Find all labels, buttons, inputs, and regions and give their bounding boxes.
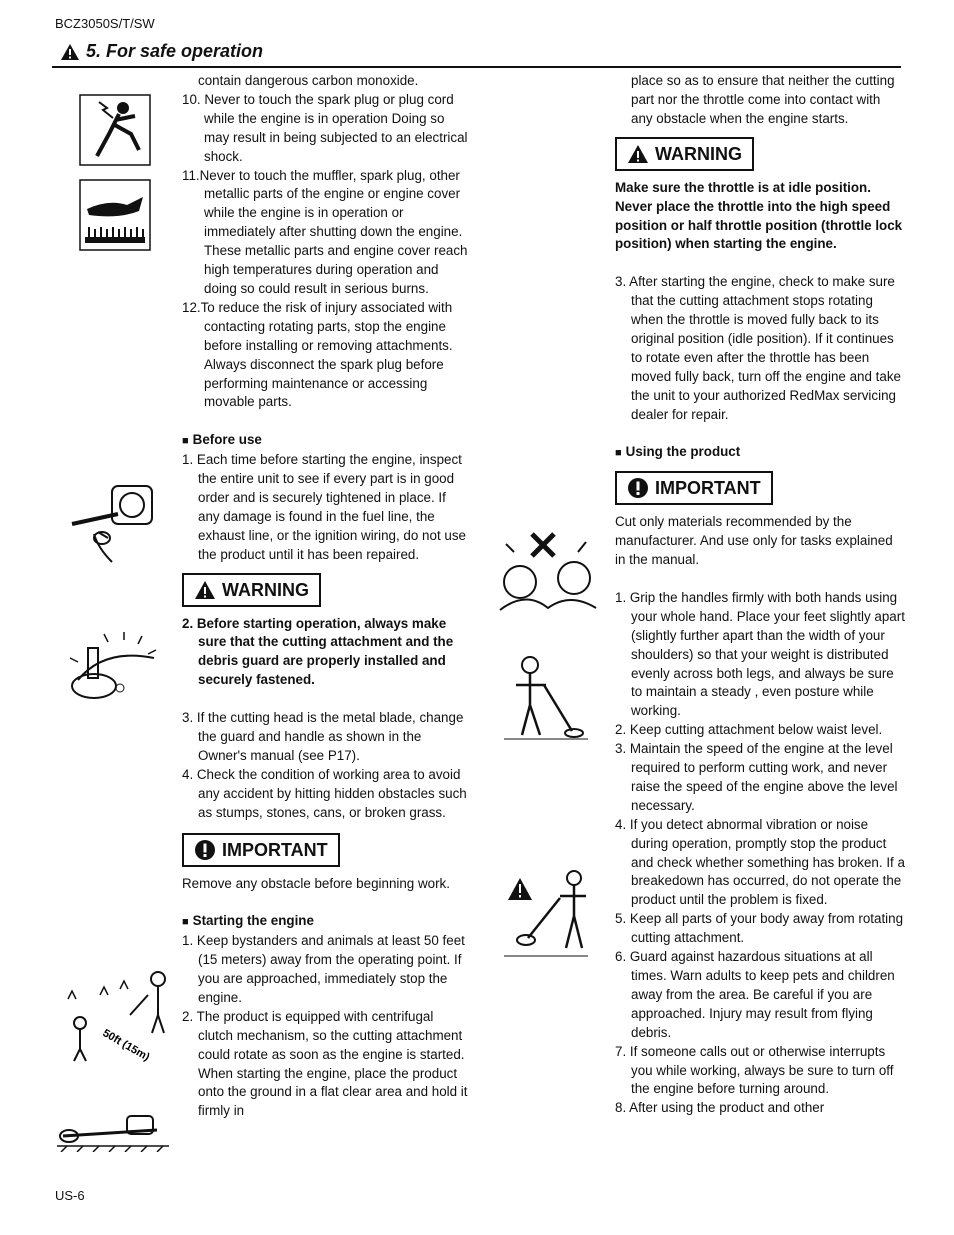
warning-triangle-icon bbox=[60, 43, 80, 61]
subheading-starting-engine: ■ Starting the engine bbox=[182, 912, 470, 932]
hot-surface-icon bbox=[79, 179, 151, 251]
operator-hazard-illustration bbox=[498, 868, 588, 964]
prohibited-materials-illustration bbox=[496, 530, 600, 614]
warning-label: WARNING bbox=[222, 579, 309, 600]
subheading-before-use: ■ Before use bbox=[182, 431, 470, 451]
distance-label: 50ft (15m) bbox=[100, 1027, 152, 1064]
important-note: Remove any obstacle before beginning work. bbox=[182, 875, 450, 891]
warning-triangle-icon bbox=[194, 580, 216, 600]
list-item: 2. The product is equipped with centrifugal clutch mechanism, so the cutting attachment could rotate as soon as the engine is started. When starting the engine, place the product onto the ground in a flat clear area and hold it firmly in bbox=[182, 1008, 468, 1119]
list-item: 1. Each time before starting the engine, inspect the entire unit to see if every part is in good order and is securely tightened in place. If any damage is found in the fuel line, the exhaust line, or the ignition wiring, do not use the product until it has been repaired. bbox=[182, 452, 466, 562]
paragraph-continuation: place so as to ensure that neither the cutting part nor the throttle come into contact with any obstacle when the engine starts. bbox=[631, 73, 895, 126]
list-item: 4. Check the condition of working area to avoid any accident by hitting hidden obstacles such as stumps, stones, cans, or broken grass. bbox=[182, 766, 467, 820]
list-item: 2. Before starting operation, always make sure that the cutting attachment and the debris guard are properly installed and securely fastened. bbox=[182, 615, 454, 688]
trimmer-on-ground-illustration bbox=[57, 1106, 169, 1152]
bystander-distance-illustration bbox=[60, 965, 178, 1065]
subheading-using-product: ■ Using the product bbox=[615, 443, 905, 463]
important-badge bbox=[615, 471, 773, 505]
list-item: 3. After starting the engine, check to make sure that the cutting attachment stops rotating when the throttle is moved fully back to its original position (idle position). If it continues to rotate even after the throttle has been moved fully back, turn off the engine and take the unit to your authorized RedMax servicing dealer for repair. bbox=[615, 274, 901, 422]
warning-text: Make sure the throttle is at idle position. Never place the throttle into the high speed position or half throttle position (throttle lock position) when starting the engine. bbox=[615, 179, 903, 252]
column-right bbox=[615, 72, 905, 1118]
list-item: 8. After using the product and other bbox=[615, 1100, 825, 1116]
important-note: Cut only materials recommended by the manufacturer. And use only for tasks explained in the manual. bbox=[615, 514, 893, 568]
list-item: 7. If someone calls out or otherwise interrupts you while working, always be sure to turn off the engine before turning around. bbox=[615, 1043, 894, 1097]
model-number: BCZ3050S/T/SW bbox=[55, 16, 155, 31]
list-item: 1. Grip the handles firmly with both hands using your whole hand. Place your feet slightly apart (slightly further apart than the width of your shoulders) so that your weight is distributed evenly across both legs, and always be sure to maintain a steady , even posture while working. bbox=[615, 589, 905, 719]
important-label: IMPORTANT bbox=[655, 478, 761, 499]
column-left bbox=[182, 72, 470, 1121]
section-title-text: 5. For safe operation bbox=[86, 41, 264, 61]
important-badge bbox=[182, 833, 340, 867]
exclamation-circle-icon bbox=[627, 477, 649, 499]
warning-label: WARNING bbox=[655, 143, 742, 164]
exclamation-circle-icon bbox=[194, 839, 216, 861]
list-item: 11.Never to touch the muffler, spark plug, other metallic parts of the engine or engine cover while the engine is in operation or immediately after shutting down the engine. These metallic parts and engine cover reach high temperatures during operation and doing so could result in serious burns. bbox=[182, 167, 468, 296]
debris-guard-illustration bbox=[64, 628, 164, 718]
list-item: 10. Never to touch the spark plug or plug cord while the engine is in operation Doing so may result in being subjected to an electrical shock. bbox=[182, 91, 468, 164]
operator-stance-illustration bbox=[500, 655, 590, 743]
warning-triangle-icon bbox=[627, 144, 649, 164]
list-item: 5. Keep all parts of your body away from rotating cutting attachment. bbox=[615, 911, 904, 946]
section-title bbox=[60, 41, 263, 62]
header-rule bbox=[52, 66, 901, 68]
list-item: 3. If the cutting head is the metal blade, change the guard and handle as shown in the Owner's manual (see P17). bbox=[182, 710, 464, 763]
list-item: 3. Maintain the speed of the engine at the level required to perform cutting work, and never raise the speed of the engine above the level necessary. bbox=[615, 741, 898, 813]
list-item: 1. Keep bystanders and animals at least 50 feet (15 meters) away from the operating point. If you are approached, immediately stop the engine. bbox=[182, 933, 465, 1005]
electric-shock-icon bbox=[79, 94, 151, 166]
trimmer-inspection-illustration bbox=[68, 478, 163, 568]
list-item: 2. Keep cutting attachment below waist level. bbox=[615, 722, 883, 738]
list-item: 6. Guard against hazardous situations at all times. Warn adults to keep pets and children away from the area. Be careful if you are approached. Injury may result from flying debris. bbox=[615, 949, 895, 1040]
list-item: 4. If you detect abnormal vibration or noise during operation, promptly stop the product and check whether something has broken. If a breakedown has occurred, do not operate the product until the problem is fixed. bbox=[615, 816, 905, 908]
list-item: 12.To reduce the risk of injury associated with contacting rotating parts, stop the engine before installing or removing attachments. Always disconnect the spark plug before performing maintenance or accessing movable parts. bbox=[182, 299, 453, 410]
important-label: IMPORTANT bbox=[222, 839, 328, 860]
page-number: US-6 bbox=[55, 1188, 85, 1203]
warning-badge bbox=[615, 137, 754, 171]
paragraph-continuation: contain dangerous carbon monoxide. bbox=[198, 73, 419, 88]
warning-badge bbox=[182, 573, 321, 607]
